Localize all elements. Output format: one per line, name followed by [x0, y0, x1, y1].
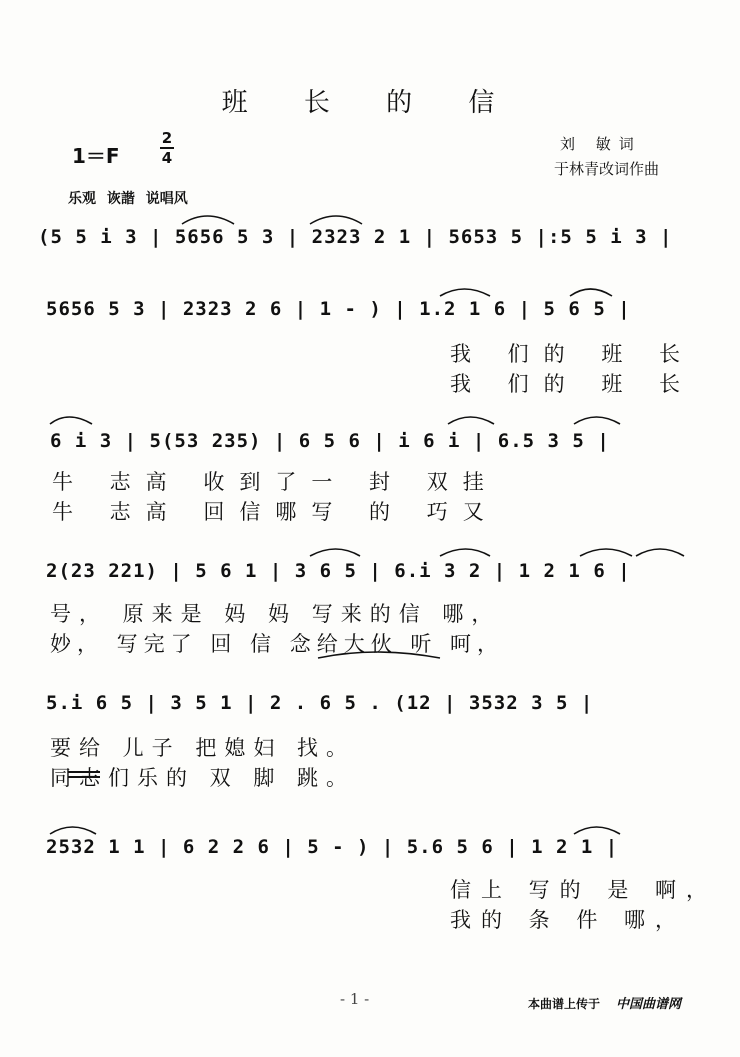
- time-bottom: 4: [161, 149, 173, 167]
- composer-credit: 于林青改词作曲: [554, 160, 660, 178]
- notes-row-4: 2(23 221) | 5 6 1 | 3 6 5 | 6.i 3 2 | 1 2 1 6 |: [46, 560, 631, 582]
- lyric-row-2-verse-2: 我 们的 班 长: [450, 372, 696, 396]
- site-logo: 中国曲谱网: [616, 997, 682, 1012]
- lyric-row-5-verse-2: 同志们乐的 双 脚 跳。: [50, 766, 356, 790]
- notes-row-3: 6 i 3 | 5(53 235) | 6 5 6 | i 6 i | 6.5 3 5 |: [50, 430, 610, 452]
- page-title: 班 长 的 信: [221, 88, 519, 118]
- footer-page-number: - 1 -: [340, 990, 370, 1008]
- lyric-row-3-verse-2: 牛 志高 回信哪写 的 巧又: [52, 500, 499, 524]
- lyric-row-2-verse-1: 我 们的 班 长: [450, 342, 696, 366]
- time-top: 2: [161, 129, 173, 147]
- notes-row-2: 5656 5 3 | 2323 2 6 | 1 - ) | 1.2 1 6 | 5 6 5 |: [46, 298, 631, 320]
- lyric-row-3-verse-1: 牛 志高 收到了一 封 双挂: [52, 470, 499, 494]
- lyricist-credit: 刘 敏词: [560, 135, 642, 153]
- notes-row-5: 5.i 6 5 | 3 5 1 | 2 . 6 5 . (12 | 3532 3 5 |: [46, 692, 594, 714]
- style-note: 乐观 诙諧 说唱风: [68, 191, 188, 207]
- notes-row-6: 2532 1 1 | 6 2 2 6 | 5 - ) | 5.6 5 6 | 1 2 1 |: [46, 836, 619, 858]
- lyric-row-5-verse-1: 要给 儿子 把媳妇 找。: [50, 736, 356, 760]
- notes-row-1: (5 5 i 3 | 5656 5 3 | 2323 2 1 | 5653 5 |:5 5 i 3 |: [38, 226, 673, 248]
- key-signature: 1＝F: [72, 144, 120, 168]
- lyric-row-6-verse-2: 我的 条 件 哪，: [450, 908, 687, 932]
- lyric-row-4-verse-1: 号， 原来是 妈 妈 写来的信 哪，: [50, 602, 501, 626]
- footer-upload-note: 本曲谱上传于: [528, 997, 601, 1011]
- lyric-row-4-verse-2: 妙， 写完了 回 信 念给大伙 听 呵，: [50, 632, 505, 656]
- lyric-row-6-verse-1: 信上 写的 是 啊，: [450, 878, 718, 902]
